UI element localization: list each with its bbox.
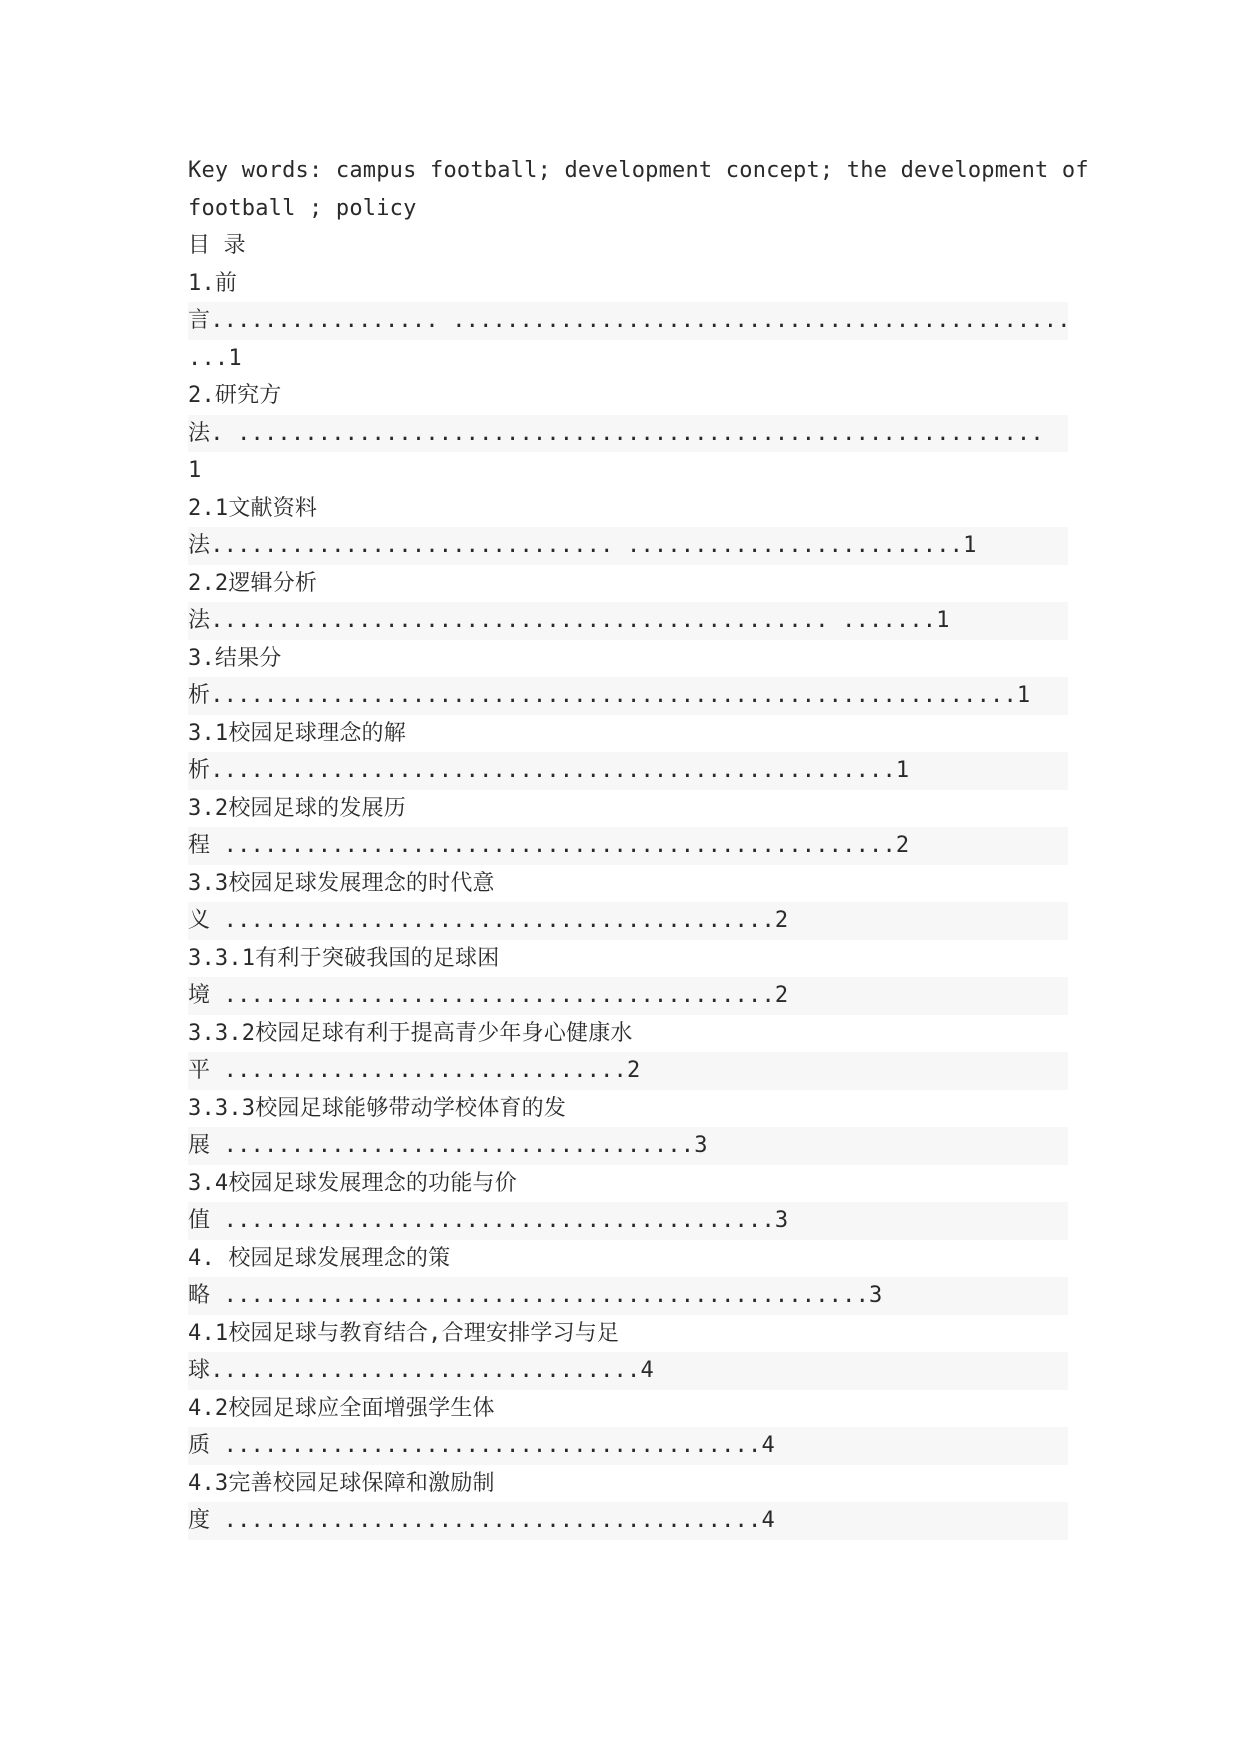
toc-line: 3.3.1有利于突破我国的足球困 (188, 945, 500, 971)
toc-line: 展 ...................................3 (188, 1127, 1068, 1165)
toc-line: 1.前 (188, 270, 238, 296)
toc-line: 法.............................................. .......1 (188, 602, 1068, 640)
toc-line: 4.1校园足球与教育结合,合理安排学习与足 (188, 1320, 620, 1346)
toc-line: 平 ..............................2 (188, 1052, 1068, 1090)
toc-line: 3.结果分 (188, 645, 282, 671)
toc-line: 2.研究方 (188, 383, 282, 408)
toc-line: 3.3.3校园足球能够带动学校体育的发 (188, 1095, 567, 1121)
toc-line: ...1 (188, 345, 242, 371)
table-of-contents (188, 265, 1071, 1540)
toc-line: 言................. .............................................. (188, 302, 1068, 340)
toc-line: 3.4校园足球发展理念的功能与价 (188, 1170, 517, 1196)
toc-line: 法.............................. .........................1 (188, 527, 1068, 565)
toc-line: 义 .........................................2 (188, 902, 1068, 940)
toc-line: 值 .........................................3 (188, 1202, 1068, 1240)
toc-line: 4. 校园足球发展理念的策 (188, 1245, 451, 1271)
toc-line: 4.2校园足球应全面增强学生体 (188, 1395, 495, 1421)
toc-line: 程 ..................................................2 (188, 827, 1068, 865)
toc-line: 2.2逻辑分析 (188, 570, 318, 596)
toc-line: 境 .........................................2 (188, 977, 1068, 1015)
toc-line: 2.1文献资料 (188, 495, 318, 521)
toc-line: 1 (188, 458, 202, 483)
toc-line: 4.3完善校园足球保障和激励制 (188, 1470, 495, 1496)
toc-line: 球................................4 (188, 1352, 1068, 1390)
toc-line: 3.3.2校园足球有利于提高青少年身心健康水 (188, 1020, 633, 1046)
toc-line: 3.2校园足球的发展历 (188, 795, 406, 821)
toc-line: 法. ............................................................ (188, 415, 1068, 453)
keywords-line-2: football ; policy (188, 195, 417, 221)
toc-line: 质 ........................................4 (188, 1427, 1068, 1465)
toc-line: 析............................................................1 (188, 677, 1068, 715)
toc-line: 略 ................................................3 (188, 1277, 1068, 1315)
page-content (188, 152, 1089, 1540)
toc-heading: 目 录 (188, 233, 246, 258)
toc-line: 3.3校园足球发展理念的时代意 (188, 870, 495, 896)
keywords-line-1: Key words: campus football; development concept; the development of (188, 158, 1089, 183)
toc-line: 3.1校园足球理念的解 (188, 720, 406, 746)
toc-line: 度 ........................................4 (188, 1502, 1068, 1540)
toc-line: 析...................................................1 (188, 752, 1068, 790)
